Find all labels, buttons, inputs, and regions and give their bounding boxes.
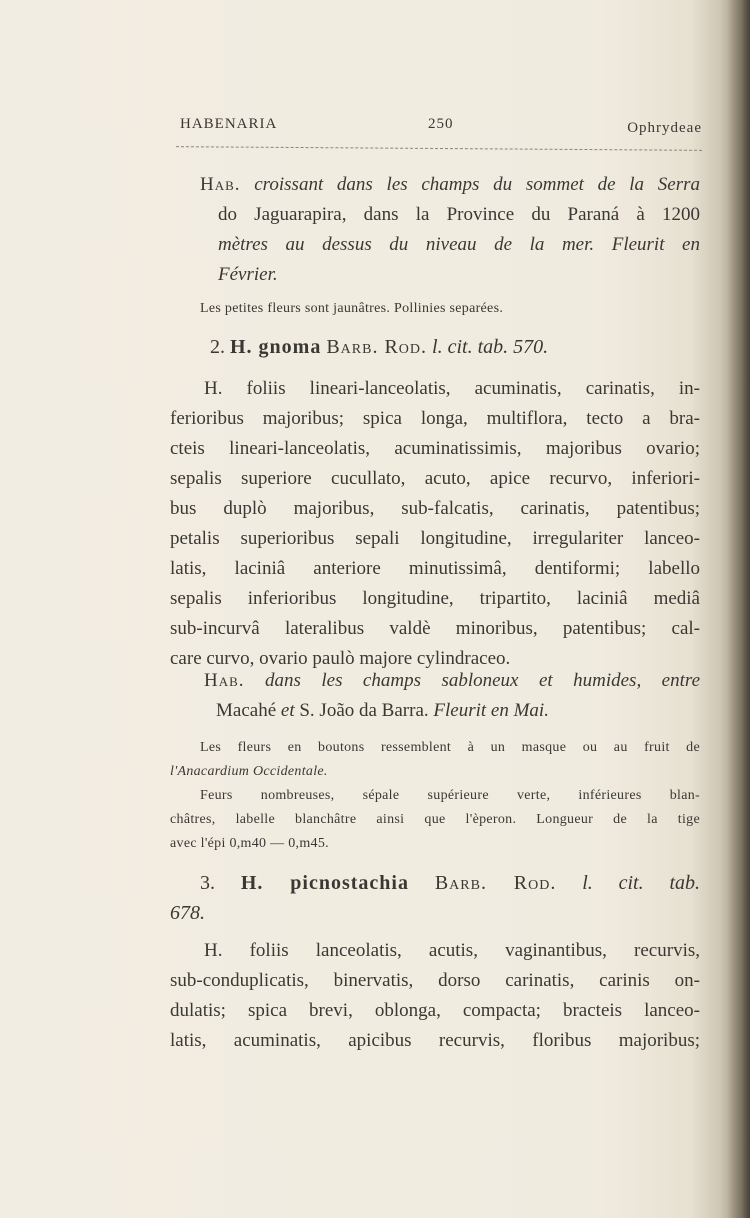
note-text: Les fleurs en boutons ressemblent à un masque ou au fruit de (200, 740, 700, 755)
note-text: avec l'épi 0,m40 — 0,m45. (170, 836, 329, 851)
description-2 (170, 374, 700, 674)
description-line: latis, laciniâ anteriore minutissimâ, dentiformi; labello (170, 558, 700, 579)
note-text: Les petites fleurs sont jaunâtres. Pollinies separées. (200, 301, 504, 316)
habitat-paragraph-1 (170, 170, 700, 290)
hab-line: Février. (218, 264, 278, 285)
species-author: Barb. Rod. (326, 336, 428, 358)
note-text: l'Anacardium Occidentale. (170, 764, 328, 779)
habitat-paragraph-2 (170, 666, 700, 726)
hab-flowering: Fleurit en Mai. (433, 700, 549, 721)
description-line: H. foliis lineari-lanceolatis, acuminatis, carinatis, in- (204, 378, 700, 399)
hab-line: do Jaguarapira, dans la Province du Paraná à 1200 (218, 204, 700, 225)
description-line: sub-conduplicatis, binervatis, dorso carinatis, carinis on- (170, 970, 700, 991)
species-name: H. gnoma (230, 336, 322, 358)
hab-place: S. João da Barra. (299, 700, 429, 721)
hab-label: Hab. (204, 670, 245, 691)
header-genus: HABENARIA (180, 116, 278, 132)
species-number: 3. (200, 872, 215, 894)
description-line: dulatis; spica brevi, oblonga, compacta; bracteis lanceo- (170, 1000, 700, 1021)
description-line: latis, acuminatis, apicibus recurvis, floribus majoribus; (170, 1030, 700, 1051)
description-3 (170, 936, 700, 1056)
species-number: 2. (210, 336, 225, 358)
species-citation: 678. (170, 902, 205, 924)
header-tribe: Ophrydeae (627, 120, 702, 136)
note-1 (200, 297, 700, 321)
hab-line: dans les champs sabloneux et humides, entre (265, 670, 700, 691)
species-citation: l. cit. tab. 570. (432, 336, 549, 358)
hab-line: croissant dans les champs du sommet de la Serra (254, 174, 700, 195)
description-line: care curvo, ovario paulò majore cylindraceo. (170, 648, 511, 669)
page-gutter-shadow (728, 0, 750, 1218)
hab-place: Macahé (216, 700, 277, 721)
description-line: sub-incurvâ lateralibus valdè minoribus, patentibus; cal- (170, 618, 700, 639)
description-line: cteis lineari-lanceolatis, acuminatissimis, majoribus ovario; (170, 438, 700, 459)
note-2 (170, 736, 700, 856)
species-heading-3 (170, 868, 700, 928)
description-line: H. foliis lanceolatis, acutis, vaginantibus, recurvis, (204, 940, 700, 961)
description-line: bus duplò majoribus, sub-falcatis, carinatis, patentibus; (170, 498, 700, 519)
description-line: sepalis superiore cucullato, acuto, apice recurvo, inferiori- (170, 468, 700, 489)
species-author: Barb. Rod. (434, 872, 557, 894)
description-line: ferioribus majoribus; spica longa, multiflora, tecto a bra- (170, 408, 700, 429)
hab-line: mètres au dessus du niveau de la mer. Fleurit en (218, 234, 700, 255)
running-header (180, 116, 702, 142)
hab-label: Hab. (200, 174, 241, 195)
description-line: sepalis inferioribus longitudine, tripartito, laciniâ mediâ (170, 588, 700, 609)
hab-et: et (280, 700, 295, 721)
note-text: châtres, labelle blanchâtre ainsi que l'èperon. Longueur de la tige (170, 812, 700, 827)
species-name: H. picnostachia (240, 872, 409, 894)
note-text: Feurs nombreuses, sépale supérieure verte, inférieures blan- (200, 788, 700, 803)
description-line: petalis superioribus sepali longitudine, irregulariter lanceo- (170, 528, 700, 549)
species-heading-2 (210, 332, 700, 362)
species-citation: l. cit. tab. (582, 872, 701, 894)
page-number: 250 (428, 116, 454, 132)
